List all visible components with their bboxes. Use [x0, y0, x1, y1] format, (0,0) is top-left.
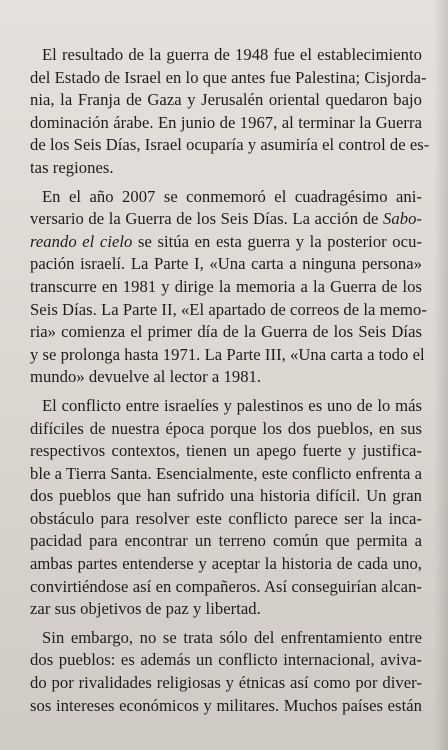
- paragraph-2: [30, 186, 427, 389]
- paragraph-3: [30, 395, 422, 621]
- text-line: mundo» devuelve al lector a 1981.: [30, 367, 262, 387]
- text-line: obstáculo para resolver este conflicto parece ser la inca-: [30, 508, 422, 528]
- text-line: Sin embargo, no se trata sólo del enfrentamiento entre: [42, 627, 422, 647]
- text-line: pacidad para encontrar un terreno común que permita a: [30, 531, 422, 551]
- text-line: difíciles de nuestra época porque los dos pueblos, en sus: [30, 418, 422, 438]
- book-title-italic: Sabo-: [383, 209, 422, 229]
- text-line-with-italic: [30, 231, 422, 254]
- text-line: del Estado de Israel en lo que antes fue Palestina; Cisjorda-: [30, 67, 427, 87]
- paragraph-4: [30, 627, 422, 717]
- text-line: do por rivalidades religiosas y étnicas así como por diver-: [30, 673, 422, 693]
- text-line: respectivos contextos, tienen un apego fuerte y justifica-: [30, 441, 422, 461]
- text-line: zar sus objetivos de paz y libertad.: [30, 599, 261, 619]
- text-line: sos intereses económicos y militares. Muchos países están: [30, 695, 422, 715]
- text-line-with-italic: [30, 208, 422, 231]
- text-line: En el año 2007 se conmemoró el cuadragésimo ani-: [42, 186, 422, 206]
- body-text: [30, 44, 430, 717]
- text-line: nia, la Franja de Gaza y Jerusalén oriental quedaron bajo: [30, 90, 422, 110]
- text-line: Seis Días. La Parte II, «El apartado de correos de la memo-: [30, 299, 427, 319]
- text-line: El conflicto entre israelíes y palestinos es uno de lo más: [42, 395, 422, 415]
- text-line: ble a Tierra Santa. Esencialmente, este conflicto enfrenta a: [30, 463, 422, 483]
- text-fragment: versario de la Guerra de los Seis Días. La acción de: [30, 209, 384, 229]
- text-line: transcurre en 1981 y dirige la memoria a la Guerra de los: [30, 276, 422, 296]
- text-line: ria» comienza el primer día de la Guerra de los Seis Días: [30, 322, 422, 342]
- text-fragment: se sitúa en esta guerra y la posterior ocu-: [132, 231, 422, 251]
- text-line: dominación árabe. En junio de 1967, al terminar la Guerra: [30, 112, 422, 132]
- text-line: pación israelí. La Parte I, «Una carta a ninguna persona»: [30, 254, 422, 274]
- page-edge-shadow: [434, 0, 448, 750]
- text-line: de los Seis Días, Israel ocuparía y asumiría el control de es-: [30, 135, 430, 155]
- paragraph-1: [30, 44, 430, 180]
- text-line: dos pueblos: es además un conflicto internacional, aviva-: [30, 650, 422, 670]
- text-line: tas regiones.: [30, 157, 114, 177]
- text-line: convirtiéndose así en compañeros. Así conseguirían alcan-: [30, 576, 422, 596]
- text-line: dos pueblos que han sufrido una historia difícil. Un gran: [30, 486, 422, 506]
- book-title-italic: reando el cielo: [30, 231, 133, 251]
- text-line: El resultado de la guerra de 1948 fue el establecimiento: [42, 45, 422, 64]
- text-line: y se prolonga hasta 1971. La Parte III, «Una carta a todo el: [30, 344, 425, 364]
- text-line: ambas partes entenderse y aceptar la historia de cada uno,: [30, 554, 422, 574]
